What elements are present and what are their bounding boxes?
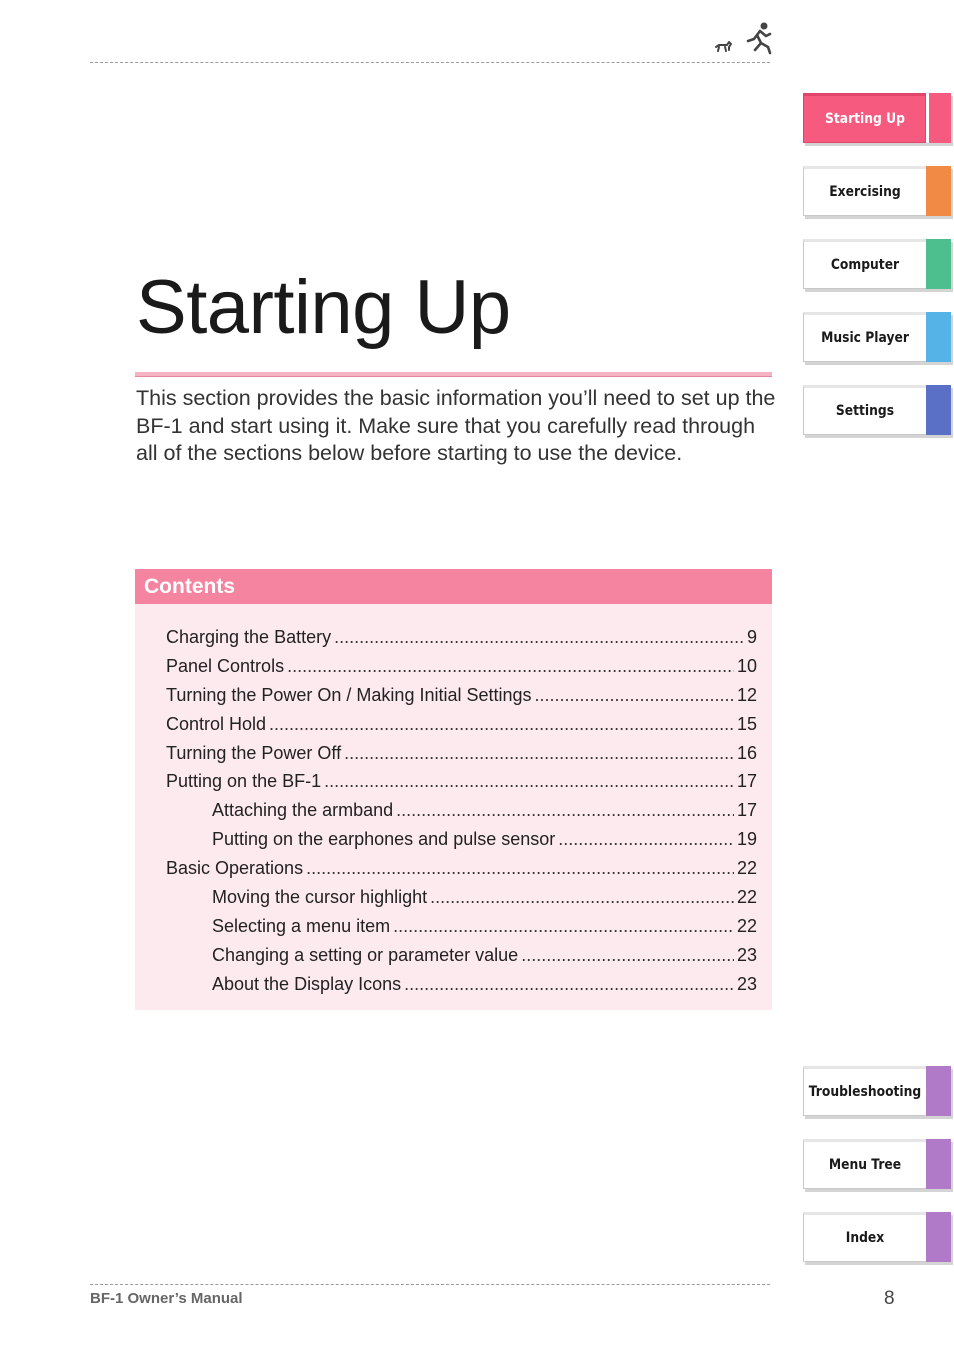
- toc-entry-page: 12: [736, 684, 757, 705]
- toc-entry-page: 22: [736, 887, 757, 908]
- toc-entry-title: Putting on the BF-1: [166, 771, 322, 792]
- toc-leader-dots: [334, 623, 744, 652]
- toc-entry-page: 23: [736, 944, 757, 965]
- tab-color-stripe: [925, 93, 951, 143]
- toc-leader-dots: [535, 681, 734, 710]
- toc-leader-dots: [396, 796, 734, 825]
- tab-label: Starting Up: [825, 111, 905, 127]
- contents-list: [135, 604, 772, 999]
- toc-entry[interactable]: [166, 739, 757, 768]
- toc-entry[interactable]: [212, 796, 757, 825]
- toc-entry-title: Control Hold: [166, 713, 267, 734]
- toc-leader-dots: [404, 970, 734, 999]
- section-tabs: [803, 93, 953, 458]
- title-underline: [135, 372, 772, 377]
- toc-leader-dots: [306, 854, 734, 883]
- tab-exercising[interactable]: [803, 166, 951, 216]
- reference-tabs: [803, 1066, 953, 1285]
- page-title: Starting Up: [136, 265, 511, 350]
- toc-entry[interactable]: [166, 681, 757, 710]
- tab-menu-tree[interactable]: [803, 1139, 951, 1189]
- toc-entry-title: Basic Operations: [166, 858, 304, 879]
- tab-label: Troubleshooting: [808, 1084, 922, 1100]
- tab-color-stripe: [926, 1212, 951, 1262]
- tab-label: Exercising: [829, 184, 901, 200]
- toc-leader-dots: [287, 652, 734, 681]
- toc-entry-page: 22: [736, 915, 757, 936]
- tab-settings[interactable]: [803, 385, 951, 435]
- toc-leader-dots: [344, 739, 734, 768]
- toc-entry-title: Attaching the armband: [212, 800, 394, 821]
- toc-leader-dots: [521, 941, 734, 970]
- manual-name: BF-1 Owner’s Manual: [90, 1290, 243, 1307]
- toc-entry-page: 16: [736, 742, 757, 763]
- toc-leader-dots: [430, 883, 734, 912]
- tab-color-stripe: [926, 312, 951, 362]
- tab-color-stripe: [926, 1066, 951, 1116]
- toc-entry[interactable]: [166, 623, 757, 652]
- tab-computer[interactable]: [803, 239, 951, 289]
- tab-index[interactable]: [803, 1212, 951, 1262]
- tab-label: Computer: [830, 257, 900, 273]
- tab-label: Settings: [835, 403, 895, 419]
- toc-leader-dots: [393, 912, 734, 941]
- tab-color-stripe: [926, 385, 951, 435]
- toc-entry-title: Putting on the earphones and pulse sensor: [212, 829, 556, 850]
- toc-entry[interactable]: [166, 854, 757, 883]
- toc-entry[interactable]: [212, 883, 757, 912]
- toc-leader-dots: [269, 710, 734, 739]
- toc-entry-title: Changing a setting or parameter value: [212, 944, 519, 965]
- runner-and-dog-icon: [712, 20, 774, 58]
- tab-label: Music Player: [821, 330, 909, 346]
- tab-label: Index: [845, 1230, 885, 1246]
- toc-entry[interactable]: [166, 710, 757, 739]
- toc-entry[interactable]: [212, 825, 757, 854]
- toc-entry[interactable]: [166, 652, 757, 681]
- intro-paragraph: This section provides the basic information you’ll need to set up the BF-1 and start using it. Make sure that you carefully read through all of the sections below before starting to use the device.: [136, 386, 776, 465]
- footer-dashed-rule: [90, 1284, 770, 1285]
- toc-entry-page: 23: [736, 973, 757, 994]
- toc-entry-title: About the Display Icons: [212, 973, 402, 994]
- page-number: 8: [884, 1288, 895, 1309]
- toc-leader-dots: [558, 825, 734, 854]
- tab-color-stripe: [926, 166, 951, 216]
- toc-entry-page: 9: [746, 627, 757, 647]
- tab-color-stripe: [926, 1139, 951, 1189]
- header-dashed-rule: [90, 62, 770, 63]
- toc-entry-page: 17: [736, 771, 757, 792]
- toc-entry-title: Moving the cursor highlight: [212, 887, 428, 908]
- toc-entry-title: Charging the Battery: [166, 627, 332, 647]
- toc-entry-page: 22: [736, 858, 757, 879]
- toc-entry[interactable]: [166, 767, 757, 796]
- toc-entry-page: 19: [736, 829, 757, 850]
- tab-starting-up[interactable]: [803, 93, 951, 143]
- tab-color-stripe: [926, 239, 951, 289]
- toc-entry-page: 15: [736, 713, 757, 734]
- toc-entry-title: Selecting a menu item: [212, 915, 391, 936]
- contents-heading: Contents: [135, 569, 772, 604]
- toc-entry-page: 10: [736, 655, 757, 676]
- tab-label: Menu Tree: [828, 1157, 902, 1173]
- toc-entry-title: Panel Controls: [166, 655, 285, 676]
- toc-entry[interactable]: [212, 970, 757, 999]
- toc-leader-dots: [324, 767, 734, 796]
- toc-entry[interactable]: [212, 912, 757, 941]
- tab-music-player[interactable]: [803, 312, 951, 362]
- toc-entry[interactable]: [212, 941, 757, 970]
- toc-entry-title: Turning the Power Off: [166, 742, 342, 763]
- toc-entry-page: 17: [736, 800, 757, 821]
- contents-panel: [135, 569, 772, 1010]
- tab-troubleshooting[interactable]: [803, 1066, 951, 1116]
- toc-entry-title: Turning the Power On / Making Initial Settings: [166, 684, 532, 705]
